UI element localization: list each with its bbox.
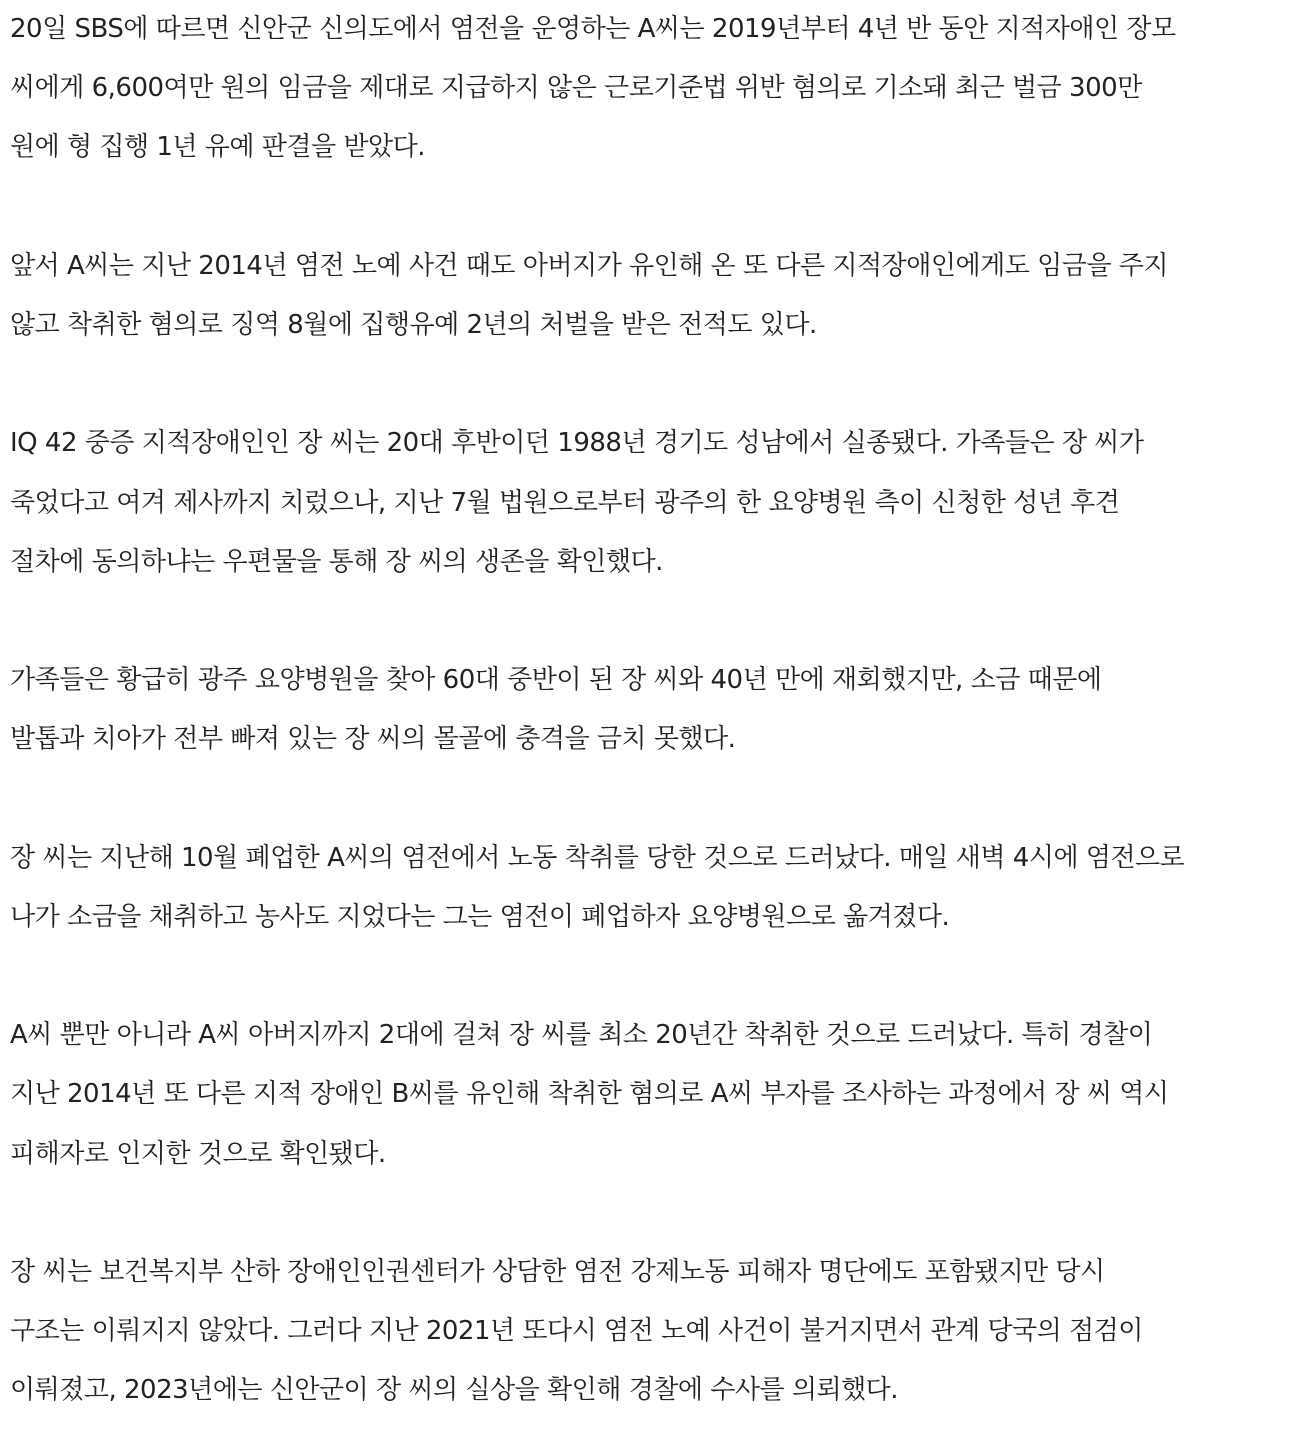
paragraph-line: 가족들은 황급히 광주 요양병원을 찾아 60대 중반이 된 장 씨와 40년 만에 재회했지만, 소금 때문에	[10, 665, 1102, 696]
paragraph-line: 않고 착취한 혐의로 징역 8월에 집행유예 2년의 처벌을 받은 전적도 있다.	[10, 309, 817, 340]
paragraph-line: 지난 2014년 또 다른 지적 장애인 B씨를 유인해 착취한 혐의로 A씨 부자를 조사하는 과정에서 장 씨 역시	[10, 1079, 1169, 1110]
paragraph-1	[10, 0, 1286, 178]
paragraph-line: 장 씨는 보건복지부 산하 장애인인권센터가 상담한 염전 강제노동 피해자 명단에도 포함됐지만 당시	[10, 1256, 1105, 1287]
paragraph-7	[10, 1243, 1286, 1421]
paragraph-line: 발톱과 치아가 전부 빠져 있는 장 씨의 몰골에 충격을 금치 못했다.	[10, 724, 736, 755]
paragraph-line: 나가 소금을 채취하고 농사도 지었다는 그는 염전이 폐업하자 요양병원으로 옮겨졌다.	[10, 901, 950, 932]
paragraph-line: 구조는 이뤄지지 않았다. 그러다 지난 2021년 또다시 염전 노예 사건이 불거지면서 관계 당국의 점검이	[10, 1316, 1143, 1347]
paragraph-line: 죽었다고 여겨 제사까지 치렀으나, 지난 7월 법원으로부터 광주의 한 요양병원 측이 신청한 성년 후견	[10, 487, 1120, 518]
paragraph-spacer	[10, 355, 1286, 414]
paragraph-spacer	[10, 1184, 1286, 1243]
paragraph-spacer	[10, 947, 1286, 1006]
paragraph-5	[10, 829, 1286, 947]
paragraph-line: IQ 42 중증 지적장애인인 장 씨는 20대 후반이던 1988년 경기도 성남에서 실종됐다. 가족들은 장 씨가	[10, 428, 1144, 459]
paragraph-line: 앞서 A씨는 지난 2014년 염전 노예 사건 때도 아버지가 유인해 온 또 다른 지적장애인에게도 임금을 주지	[10, 250, 1168, 281]
paragraph-2	[10, 237, 1286, 355]
paragraph-line: 20일 SBS에 따르면 신안군 신의도에서 염전을 운영하는 A씨는 2019년부터 4년 반 동안 지적자애인 장모	[10, 14, 1176, 44]
paragraph-line: 이뤄졌고, 2023년에는 신안군이 장 씨의 실상을 확인해 경찰에 수사를 의뢰했다.	[10, 1375, 899, 1406]
paragraph-line: A씨 뿐만 아니라 A씨 아버지까지 2대에 걸쳐 장 씨를 최소 20년간 착취한 것으로 드러났다. 특히 경찰이	[10, 1020, 1153, 1051]
paragraph-spacer	[10, 178, 1286, 237]
paragraph-4	[10, 651, 1286, 769]
paragraph-line: 피해자로 인지한 것으로 확인됐다.	[10, 1138, 386, 1169]
paragraph-line: 장 씨는 지난해 10월 폐업한 A씨의 염전에서 노동 착취를 당한 것으로 드러났다. 매일 새벽 4시에 염전으로	[10, 842, 1185, 873]
paragraph-line: 절차에 동의하냐는 우편물을 통해 장 씨의 생존을 확인했다.	[10, 546, 663, 577]
paragraph-3	[10, 414, 1286, 592]
paragraph-spacer	[10, 769, 1286, 828]
paragraph-6	[10, 1006, 1286, 1184]
paragraph-line: 씨에게 6,600여만 원의 임금을 제대로 지급하지 않은 근로기준법 위반 혐의로 기소돼 최근 벌금 300만	[10, 73, 1142, 104]
article-body	[10, 0, 1286, 1421]
paragraph-spacer	[10, 592, 1286, 651]
paragraph-line: 원에 형 집행 1년 유예 판결을 받았다.	[10, 132, 426, 163]
